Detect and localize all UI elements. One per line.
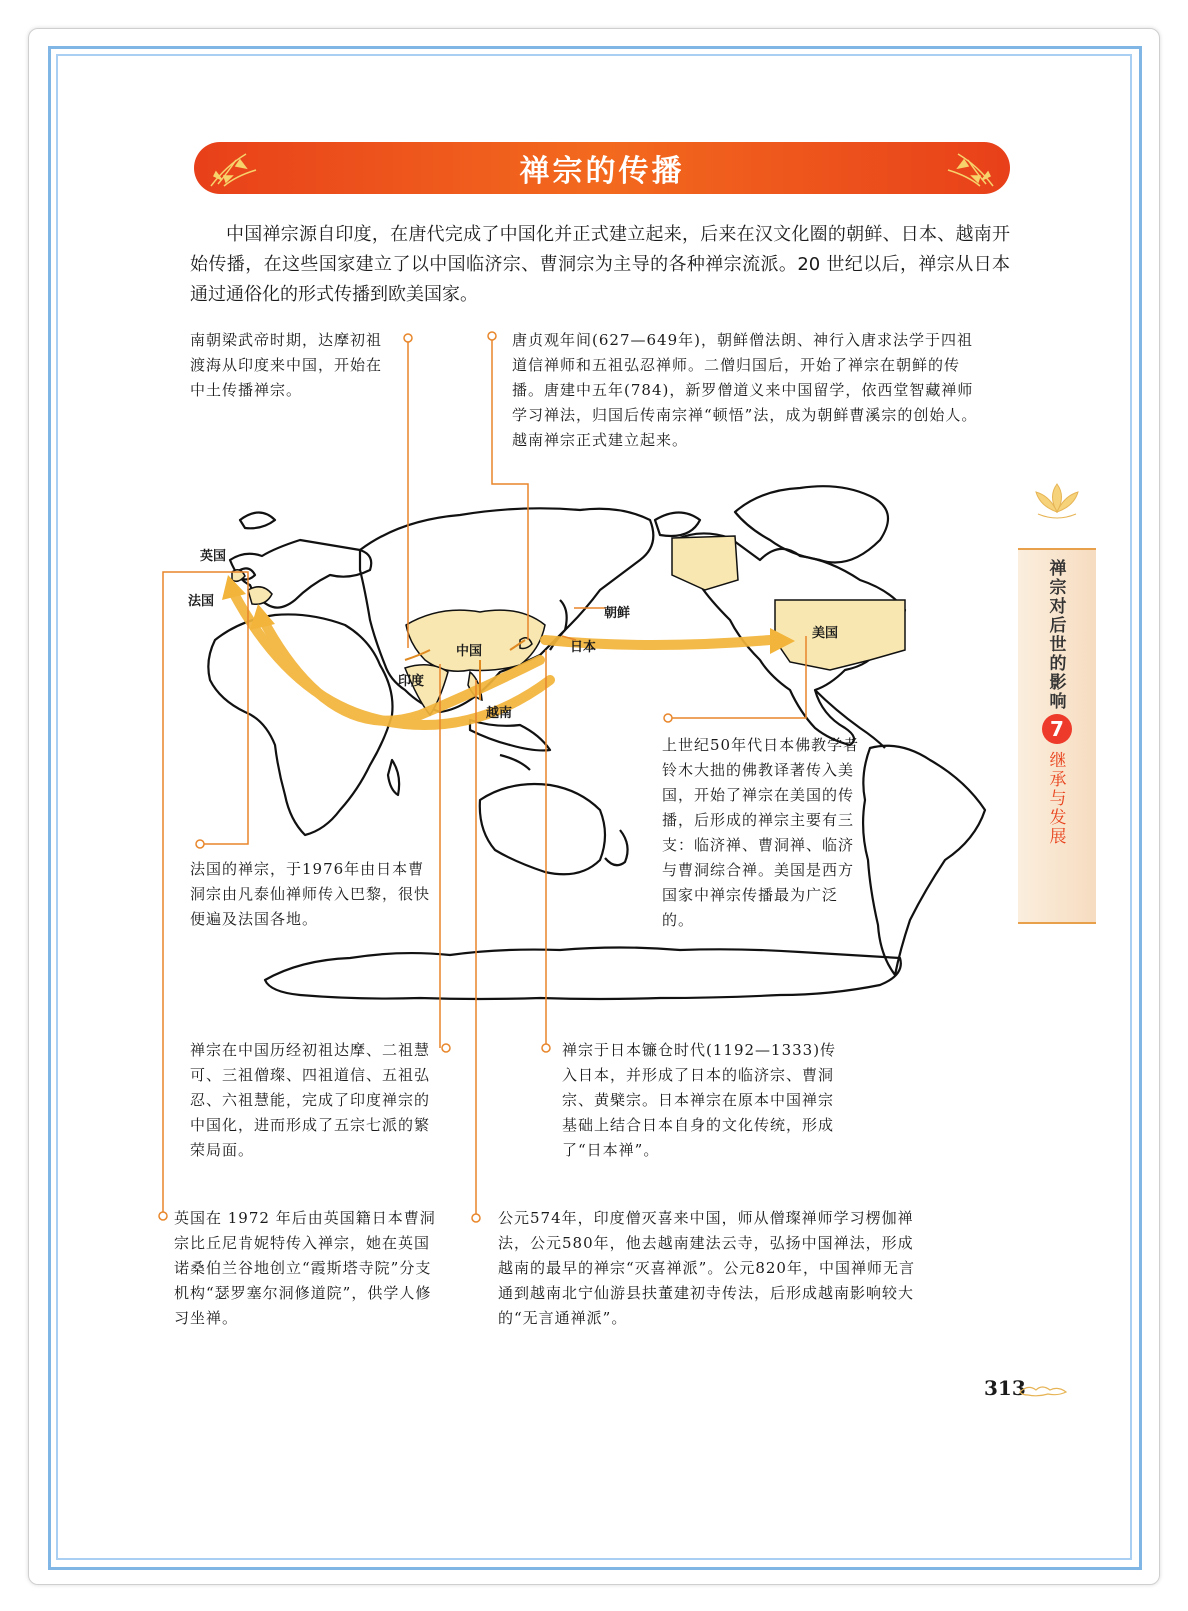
note-korea: 唐贞观年间(627—649年)，朝鲜僧法朗、神行入唐求法学于四祖道信禅师和五祖弘忍禅师。二僧归国后，开始了禅宗在朝鲜的传播。唐建中五年(784)，新罗僧道义来中国留学，依西堂智藏禅师学习禅法，归国后传南宗禅“顿悟”法，成为朝鲜曹溪宗的创始人。越南禅宗正式建立起来。 <box>512 331 978 449</box>
map-label-france: 法国 <box>188 594 215 609</box>
greenland-outline <box>735 486 888 562</box>
cloud-ornament-icon <box>1018 1382 1068 1398</box>
map-label-china: 中国 <box>456 644 483 659</box>
note-bodhidharma: 南朝梁武帝时期，达摩初祖渡海从印度来中国，开始在中土传播禅宗。 <box>190 331 383 399</box>
map-label-uk: 英国 <box>200 549 227 564</box>
intro-paragraph: 中国禅宗源自印度，在唐代完成了中国化并正式建立起来，后来在汉文化圈的朝鲜、日本、越南开始传播，在这些国家建立了以中国临济宗、曹洞宗为主导的各种禅宗流派。20 世纪以后，禅宗从日本通过通俗化的形式传播到欧美国家。 <box>190 224 1010 305</box>
map-label-vietnam: 越南 <box>486 706 513 721</box>
note-france: 法国的禅宗，于1976年由日本曹洞宗由凡泰仙禅师传入巴黎，很快便遍及法国各地。 <box>190 860 431 928</box>
alaska-region <box>672 536 738 590</box>
chapter-title: 禅宗对后世的影响 <box>1049 559 1067 712</box>
france-region <box>248 587 272 604</box>
chapter-number-badge: 7 <box>1042 714 1072 744</box>
page-title: 禅宗的传播 <box>519 154 685 189</box>
note-uk: 英国在 1972 年后由英国籍日本曹洞宗比丘尼肯妮特传入禅宗，她在英国诺桑伯兰谷地创立“霞斯塔寺院”分支机构“瑟罗塞尔洞修道院”，供学人修习坐禅。 <box>174 1209 436 1327</box>
map-label-usa: 美国 <box>812 626 839 641</box>
note-vietnam: 公元574年，印度僧灭喜来中国，师从僧璨禅师学习楞伽禅法，公元580年，他去越南建法云寺，弘扬中国禅法，形成越南的最早的禅宗“灭喜禅派”。公元820年，中国禅师无言通到越南北宁仙游县扶董建初寺传法，后形成越南影响较大的“无言通禅派”。 <box>498 1209 915 1327</box>
note-china: 禅宗在中国历经初祖达摩、二祖慧可、三祖僧璨、四祖道信、五祖弘忍、六祖慧能，完成了印度禅宗的中国化，进而形成了五宗七派的繁荣局面。 <box>190 1041 431 1159</box>
map-label-korea: 朝鲜 <box>604 606 631 621</box>
lotus-icon <box>1030 482 1084 522</box>
usa-region <box>775 600 905 670</box>
section-title: 继承与发展 <box>1049 751 1067 847</box>
map-label-japan: 日本 <box>570 640 597 655</box>
page-number: 313 <box>984 1376 1026 1400</box>
note-japan: 禅宗于日本镰仓时代(1192—1333)传入日本，并形成了日本的临济宗、曹洞宗、黄檗宗。日本禅宗在原本中国禅宗基础上结合日本自身的文化传统，形成了“日本禅”。 <box>562 1041 837 1159</box>
note-usa: 上世纪50年代日本佛教学者铃木大拙的佛教译著传入美国，开始了禅宗在美国的传播，后形成的禅宗主要有三支：临济禅、曹洞禅、临济与曹洞综合禅。美国是西方国家中禅宗传播最为广泛的。 <box>662 736 860 929</box>
map-label-india: 印度 <box>398 674 425 689</box>
